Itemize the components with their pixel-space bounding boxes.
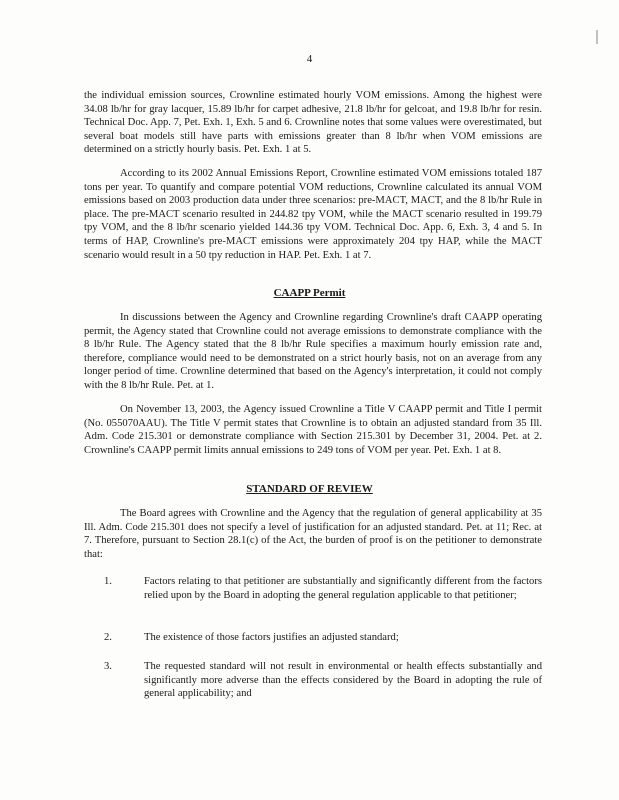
paragraph-emission-sources: the individual emission sources, Crownline estimated hourly VOM emissions. Among the highest were 34.08 lb/hr for gray lacquer, 15.89 lb/hr for carpet adhesive, 21.8 lb/hr for gelcoat, and 19.8 lb/hr for resin. Technical Doc. App. 7, Pet. Exh. 1, Exh. 5 and 6. Crownline notes that some values were overestimated, but several boat models still have parts with emissions greater than 8 lb/hr when VOM emissions are determined on a strictly hourly basis. Pet. Exh. 1 at 5.: [84, 90, 542, 156]
paragraph-annual-emissions: According to its 2002 Annual Emissions Report, Crownline estimated VOM emissions totaled 187 tons per year. To quantify and compare potential VOM reductions, Crownline calculated its annual VOM emissions based on 2003 production data under three scenarios: pre-MACT, MACT, and the 8 lb/hr Rule in place. The pre-MACT scenario resulted in 244.82 tpy VOM, while the MACT scenario resulted in 199.79 tpy VOM, and the 8 lb/hr scenario yielded 144.36 tpy VOM. Technical Doc. App. 6, Exh. 3, 4 and 5. In terms of HAP, Crownline's pre-MACT emissions were approximately 204 tpy HAP, while the MACT scenario would result in a 50 tpy reduction in HAP. Pet. Exh. 1 at 7.: [84, 168, 542, 261]
list-text: Factors relating to that petitioner are substantially and significantly different from the factors relied upon by the Board in adopting the general regulation applicable to that petitioner;: [144, 576, 542, 601]
paragraph-burden-of-proof: The Board agrees with Crownline and the Agency that the regulation of general applicability at 35 Ill. Adm. Code 215.301 does not specify a level of justification for an adjusted standard. Pet. at 11; Rec. at 7. Therefore, pursuant to Section 28.1(c) of the Act, the burden of proof is on the petitioner to demonstrate that:: [84, 508, 542, 560]
list-text: The existence of those factors justifies an adjusted standard;: [144, 632, 399, 643]
paragraph-agency-discussions: In discussions between the Agency and Crownline regarding Crownline's draft CAAPP operating permit, the Agency stated that Crownline could not average emissions to demonstrate compliance with the 8 lb/hr Rule. The Agency stated that the 8 lb/hr Rule specifies a maximum hourly emission rate and, therefore, compliance would need to be demonstrated on a strict hourly basis, not on an average from any longer period of time. Crownline determined that based on the Agency's interpretation, it could not comply with the 8 lb/hr Rule. Pet. at 1.: [84, 312, 542, 391]
list-number: 1.: [104, 576, 112, 587]
heading-standard-of-review: STANDARD OF REVIEW: [246, 483, 373, 495]
page-number: 4: [306, 53, 313, 65]
scan-margin-mark: [596, 30, 598, 44]
heading-caapp-permit: CAAPP Permit: [273, 287, 346, 299]
list-text: The requested standard will not result in environmental or health effects substantially and significantly more adverse than the effects considered by the Board in adopting the rule of general applicability; and: [144, 661, 542, 700]
paragraph-permit-issued: On November 13, 2003, the Agency issued Crownline a Title V CAAPP permit and Title I permit (No. 055070AAU). The Title V permit states that Crownline is to obtain an adjusted standard from 35 Ill. Adm. Code 215.301 or demonstrate compliance with Section 215.301 by December 31, 2004. Pet. at 2. Crownline's CAAPP permit limits annual emissions to 249 tons of VOM per year. Pet. Exh. 1 at 8.: [84, 404, 542, 456]
list-number: 2.: [104, 632, 112, 643]
list-number: 3.: [104, 661, 112, 672]
